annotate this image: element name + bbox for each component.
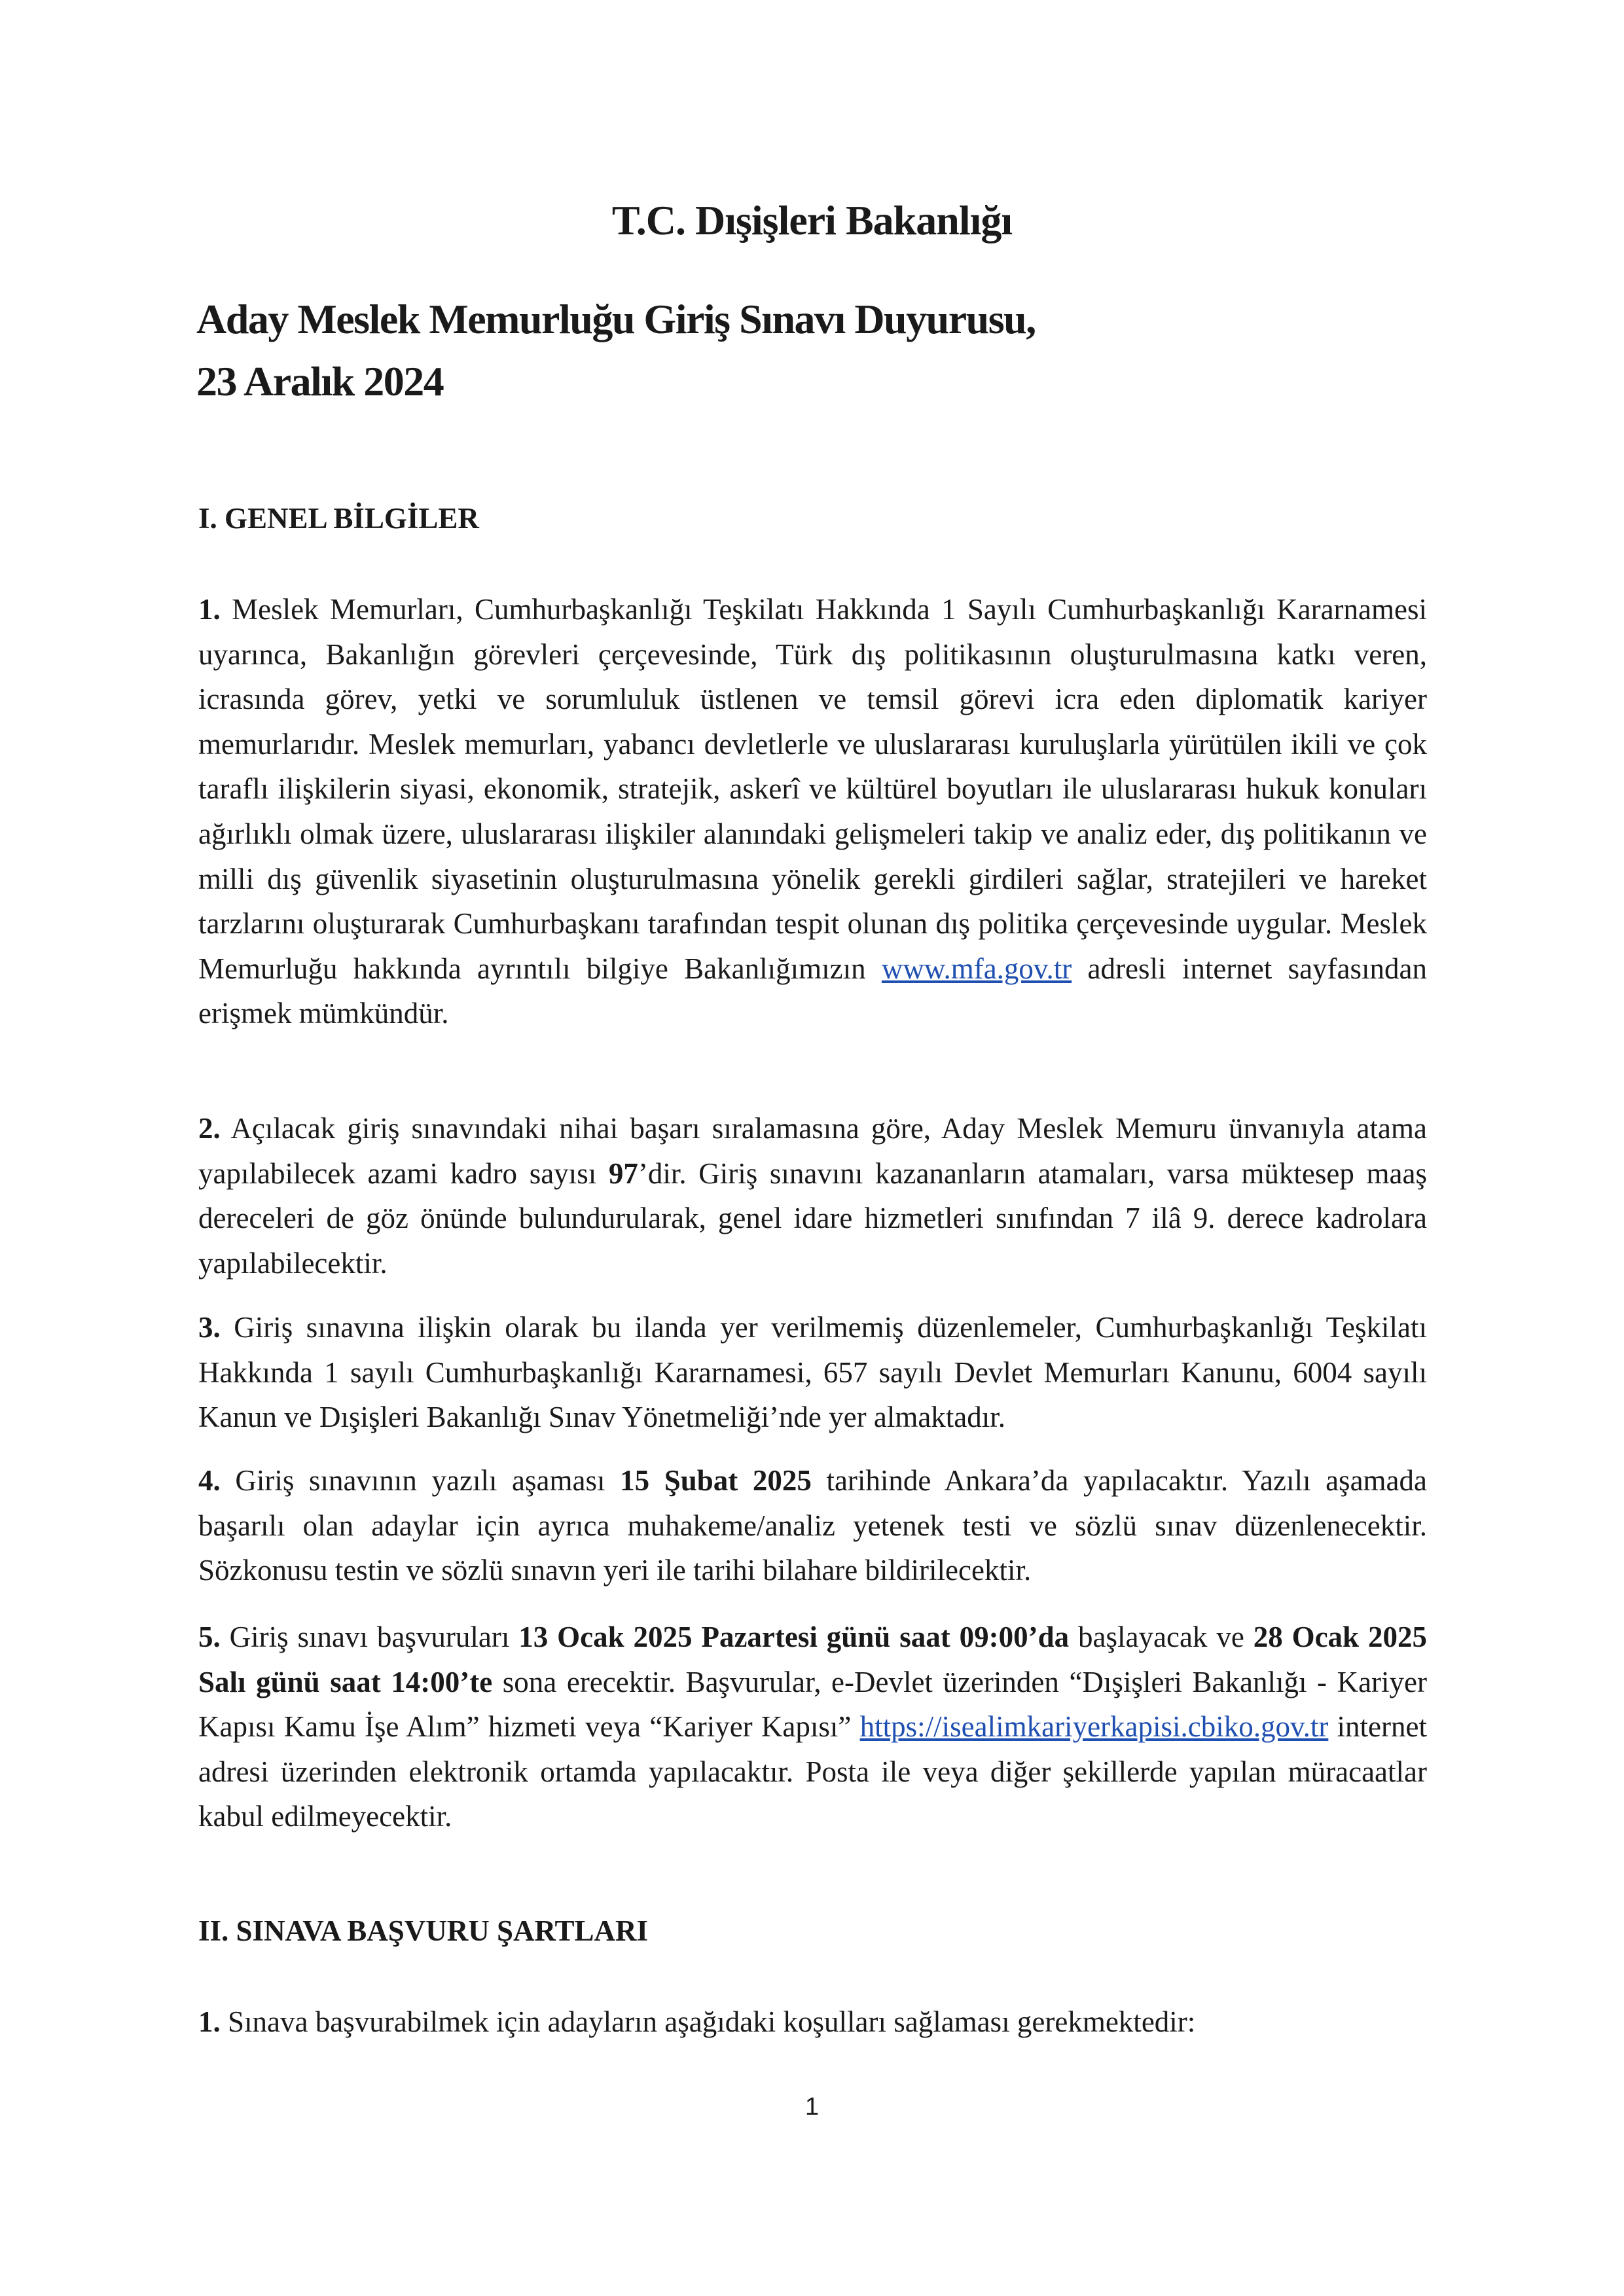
paragraph-text: sona erecektir. Başvurular, e-Devlet üzerinden “Dışişleri Bakanlığı - Kariyer Kapısı Kamu İşe Alım” hizmeti veya “Kariyer Kapısı” <box>198 1665 1427 1744</box>
paragraph-2-1 <box>198 2000 1427 2045</box>
document-heading-line1: Aday Meslek Memurluğu Giriş Sınavı Duyurusu, <box>196 296 1036 342</box>
paragraph-1-4 <box>198 1458 1427 1593</box>
page-title: T.C. Dışişleri Bakanlığı <box>611 197 1013 243</box>
paragraph-text: Giriş sınavının yazılı aşaması <box>220 1464 621 1497</box>
paragraph-number: 3. <box>198 1311 221 1344</box>
paragraph-1-1 <box>198 587 1427 1036</box>
kariyer-kapisi-link[interactable]: https://isealimkariyerkapisi.cbiko.gov.tr <box>859 1710 1329 1744</box>
application-end-date: 28 Ocak 2025 Salı günü saat 14:00’te <box>198 1621 1427 1698</box>
paragraph-number: 1. <box>198 2005 221 2038</box>
paragraph-1-3 <box>198 1305 1427 1440</box>
cadre-count: 97 <box>608 1157 638 1190</box>
paragraph-text: internet adresi üzerinden elektronik ortamda yapılacaktır. Posta ile veya diğer şekillerde yapılan müracaatlar kabul edilmeyecektir. <box>198 1710 1427 1833</box>
paragraph-1-5 <box>198 1615 1427 1839</box>
paragraph-text: Giriş sınavına ilişkin olarak bu ilanda yer verilmemiş düzenlemeler, Cumhurbaşkanlığı Teşkilatı Hakkında 1 sayılı Cumhurbaşkanlığı Kararnamesi, 657 sayılı Devlet Memurları Kanunu, 6004 sayılı Kanun ve Dışişleri Bakanlığı Sınav Yönetmeliği’nde yer almaktadır. <box>198 1311 1427 1434</box>
paragraph-number: 2. <box>198 1112 221 1145</box>
paragraph-1-2 <box>198 1106 1427 1285</box>
paragraph-text: Giriş sınavı başvuruları <box>220 1621 519 1653</box>
paragraph-number: 1. <box>198 593 221 626</box>
exam-date: 15 Şubat 2025 <box>620 1464 812 1497</box>
paragraph-text: adresli internet sayfasından erişmek mümkündür. <box>198 952 1428 1030</box>
paragraph-text: Açılacak giriş sınavındaki nihai başarı sıralamasına göre, Aday Meslek Memuru ünvanıyla atama yapılabilecek azami kadro sayısı <box>198 1112 1427 1190</box>
paragraph-text: Meslek Memurları, Cumhurbaşkanlığı Teşkilatı Hakkında 1 Sayılı Cumhurbaşkanlığı Kararnamesi uyarınca, Bakanlığın görevleri çerçevesinde, Türk dış politikasının oluşturulmasına katkı veren, icrasında görev, yetki ve sorumluluk üstlenen ve temsil görevi icra eden diplomatik kariyer memurlarıdır. Meslek memurları, yabancı devletlerle ve uluslararası kuruluşlarla yürütülen ikili ve çok taraflı ilişkilerin siyasi, ekonomik, stratejik, askerî ve kültürel boyutları ile uluslararası hukuk konuları ağırlıklı olmak üzere, uluslararası ilişkiler alanındaki gelişmeleri takip ve analiz eder, dış politikanın ve milli dış güvenlik siyasetinin oluşturulmasına yönelik gerekli girdileri sağlar, stratejileri ve hareket tarzlarını oluşturarak Cumhurbaşkanı tarafından tespit olunan dış politika çerçevesinde uygular. Meslek Memurluğu hakkında ayrıntılı bilgiye Bakanlığımızın <box>198 593 1427 985</box>
page-number: 1 <box>804 2093 820 2121</box>
application-start-date: 13 Ocak 2025 Pazartesi günü saat 09:00’da <box>518 1621 1070 1653</box>
paragraph-number: 4. <box>198 1464 221 1497</box>
section-heading-genel-bilgiler: I. GENEL BİLGİLER <box>198 502 479 535</box>
document-heading <box>196 288 1036 412</box>
mfa-website-link[interactable]: www.mfa.gov.tr <box>881 952 1072 985</box>
paragraph-text: tarihinde Ankara’da yapılacaktır. Yazılı aşamada başarılı olan adaylar için ayrıca muhakeme/analiz yetenek testi ve sözlü sınav düzenlenecektir. Sözkonusu testin ve sözlü sınavın yeri ile tarihi bilahare bildirilecektir. <box>198 1464 1427 1587</box>
paragraph-text: ’dir. Giriş sınavını kazananların atamaları, varsa müktesep maaş dereceleri de göz önünde bulundurularak, genel idare hizmetleri sınıfından 7 ilâ 9. derece kadrolara yapılabilecektir. <box>198 1157 1427 1280</box>
document-heading-date: 23 Aralık 2024 <box>196 358 444 404</box>
paragraph-text: Sınava başvurabilmek için adayların aşağıdaki koşulları sağlaması gerekmektedir: <box>220 2005 1196 2038</box>
section-heading-basvuru-sartlari: II. SINAVA BAŞVURU ŞARTLARI <box>198 1914 648 1947</box>
paragraph-text: başlayacak ve <box>1069 1621 1254 1653</box>
paragraph-number: 5. <box>198 1621 221 1653</box>
